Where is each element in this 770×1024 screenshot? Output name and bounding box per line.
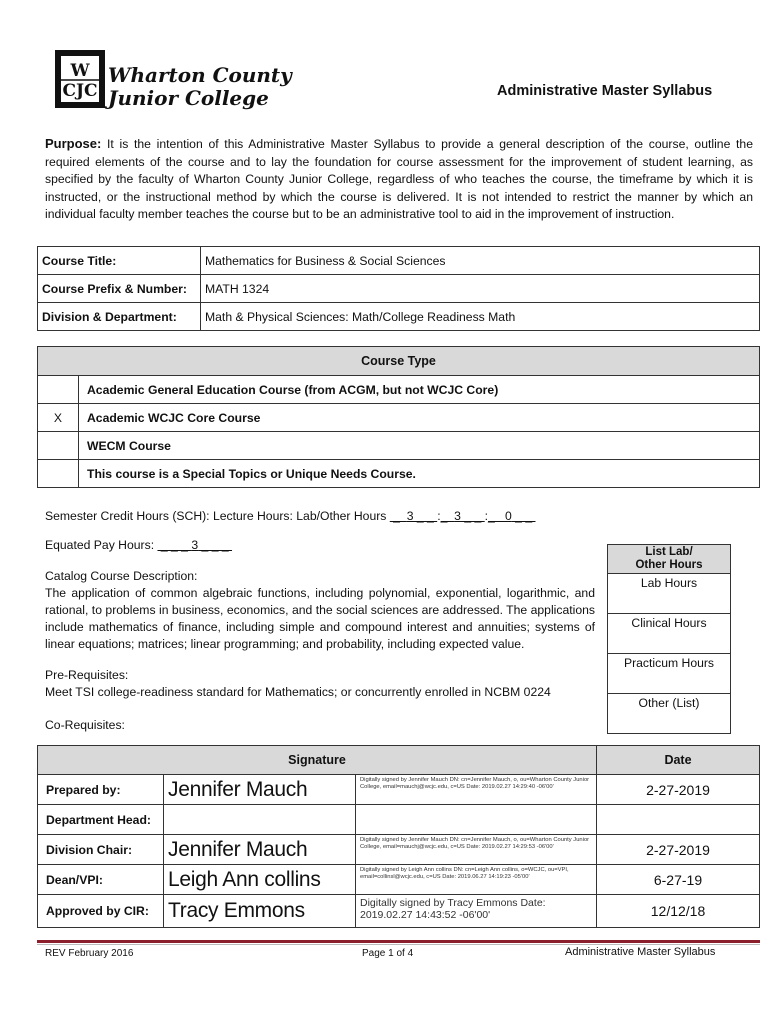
- signature-role: Prepared by:: [38, 775, 164, 805]
- footer-revision: REV February 2016: [45, 948, 134, 959]
- purpose-paragraph: [45, 135, 753, 224]
- prereq-label: Pre-Requisites:: [45, 668, 129, 682]
- course-type-table: [37, 346, 760, 488]
- lab-header-line2: Other Hours: [635, 559, 703, 571]
- lab-hours-table: [607, 544, 731, 734]
- signature-date: [597, 805, 760, 835]
- prereq-section: [45, 667, 551, 701]
- table-row: [38, 865, 760, 895]
- pay-hours-value: 3: [191, 538, 199, 552]
- signature-date: 2-27-2019: [597, 775, 760, 805]
- course-type-option: Academic General Education Course (from ACGM, but not WCJC Core): [79, 376, 760, 404]
- table-row: [38, 376, 760, 404]
- course-type-header: Course Type: [38, 347, 760, 376]
- lab-hours-item: Lab Hours: [608, 574, 731, 614]
- table-row: [38, 775, 760, 805]
- table-row: [38, 275, 760, 303]
- logo-monogram-icon: [57, 52, 103, 106]
- table-row: [38, 805, 760, 835]
- footer-page-number: Page 1 of 4: [362, 948, 414, 959]
- lab-hours-header: [608, 545, 731, 574]
- signature-role: Approved by CIR:: [38, 895, 164, 928]
- division-value: Math & Physical Sciences: Math/College Readiness Math: [201, 303, 760, 331]
- course-type-option: This course is a Special Topics or Unique Needs Course.: [79, 460, 760, 488]
- date-header: Date: [597, 746, 760, 775]
- table-row: [38, 303, 760, 331]
- course-type-mark: [38, 376, 79, 404]
- digital-signature-cert: Digitally signed by Leigh Ann collins DN: cn=Leigh Ann collins, o=WCJC, ou=VPI, email=collinsl@wcjc.edu, c=US Date: 2019.06.27 14:19:23 -05'00': [356, 865, 597, 895]
- signature-name: [164, 805, 356, 835]
- catalog-section: [45, 568, 595, 653]
- pay-hours-label: Equated Pay Hours:: [45, 538, 155, 552]
- pay-hours-line: Equated Pay Hours: _ _ _ 3 _ _ _: [45, 538, 233, 552]
- course-type-option: Academic WCJC Core Course: [79, 404, 760, 432]
- digital-signature-cert: [356, 805, 597, 835]
- prereq-text: Meet TSI college-readiness standard for Mathematics; or concurrently enrolled in NCBM 0224: [45, 685, 551, 699]
- signature-name: Jennifer Mauch: [164, 775, 356, 805]
- purpose-text: It is the intention of this Administrative Master Syllabus to provide a general description of the course, outline the required elements of the course and to lay the foundation for course assessment for the improvement of student learning, as specified by the faculty of Wharton County Junior College, regardless of who teaches the course, the timeframe by which it is instructed, or the instructional method by which the course is delivered. It is not intended to restrict the manner by which an individual faculty member teaches the course but to be an administrative tool to aid in the improvement of instruction.: [45, 137, 753, 221]
- digital-signature-cert: Digitally signed by Tracy Emmons Date: 2019.02.27 14:43:52 -06'00': [356, 895, 597, 928]
- table-row: [38, 404, 760, 432]
- purpose-label: Purpose:: [45, 136, 102, 151]
- lecture-hours-value: 3: [454, 509, 461, 523]
- footer-doc-title: Administrative Master Syllabus: [565, 946, 716, 958]
- college-name-line2: Junior College: [108, 86, 269, 110]
- signature-name: Jennifer Mauch: [164, 835, 356, 865]
- footer-divider: [37, 940, 760, 943]
- signature-role: Dean/VPI:: [38, 865, 164, 895]
- course-type-mark: X: [38, 404, 79, 432]
- college-logo: [55, 50, 105, 108]
- other-hours-item: Other (List): [608, 694, 731, 734]
- signature-table: [37, 745, 760, 928]
- signature-name: Tracy Emmons: [164, 895, 356, 928]
- signature-role: Department Head:: [38, 805, 164, 835]
- footer-divider-thin: [37, 944, 760, 945]
- lab-header-line1: List Lab/: [645, 546, 693, 558]
- clinical-hours-item: Clinical Hours: [608, 614, 731, 654]
- coreq-label: Co-Requisites:: [45, 718, 125, 732]
- course-prefix-label: Course Prefix & Number:: [38, 275, 201, 303]
- table-row: [38, 835, 760, 865]
- table-row: [38, 895, 760, 928]
- course-type-option: WECM Course: [79, 432, 760, 460]
- signature-date: 6-27-19: [597, 865, 760, 895]
- course-type-mark: [38, 432, 79, 460]
- digital-signature-cert: Digitally signed by Jennifer Mauch DN: cn=Jennifer Mauch, o, ou=Wharton County Junior College, email=mauchj@wcjc.edu, c=US Date: 2019.02.27 14:29:40 -06'00': [356, 775, 597, 805]
- course-title-value: Mathematics for Business & Social Sciences: [201, 247, 760, 275]
- credit-hours-line: Semester Credit Hours (SCH): Lecture Hours: Lab/Other Hours _ 3 _ _ :_ 3 _ _ :_ 0 _ _: [45, 509, 536, 523]
- table-row: [38, 432, 760, 460]
- lab-hours-value: 0: [504, 509, 512, 523]
- svg-text:W: W: [70, 61, 90, 81]
- practicum-hours-item: Practicum Hours: [608, 654, 731, 694]
- credit-hours-label: Semester Credit Hours (SCH): Lecture Hours: Lab/Other Hours: [45, 509, 387, 523]
- digital-signature-cert: Digitally signed by Jennifer Mauch DN: cn=Jennifer Mauch, o, ou=Wharton County Junior College, email=mauchj@wcjc.edu, c=US Date: 2019.02.27 14:29:53 -06'00': [356, 835, 597, 865]
- course-title-label: Course Title:: [38, 247, 201, 275]
- course-info-table: [37, 246, 760, 331]
- division-label: Division & Department:: [38, 303, 201, 331]
- table-row: [38, 460, 760, 488]
- college-name-line1: Wharton County: [108, 63, 292, 87]
- catalog-label: Catalog Course Description:: [45, 569, 198, 583]
- course-type-mark: [38, 460, 79, 488]
- sch-value: 3: [406, 509, 414, 523]
- catalog-text: The application of common algebraic functions, including polynomial, exponential, logarithmic, and rational, to problems in business, economics, and the social sciences are addressed. The applications include mathematics of finance, including simple and compound interest and annuities; systems of linear equations; matrices; linear programming; and probability, including expected value.: [45, 586, 595, 651]
- signature-role: Division Chair:: [38, 835, 164, 865]
- table-row: [38, 247, 760, 275]
- signature-name: Leigh Ann collins: [164, 865, 356, 895]
- document-title: Administrative Master Syllabus: [497, 83, 713, 99]
- signature-header: Signature: [38, 746, 597, 775]
- signature-date: 12/12/18: [597, 895, 760, 928]
- svg-text:CJC: CJC: [62, 81, 98, 101]
- course-prefix-value: MATH 1324: [201, 275, 760, 303]
- college-name: [108, 64, 292, 110]
- signature-date: 2-27-2019: [597, 835, 760, 865]
